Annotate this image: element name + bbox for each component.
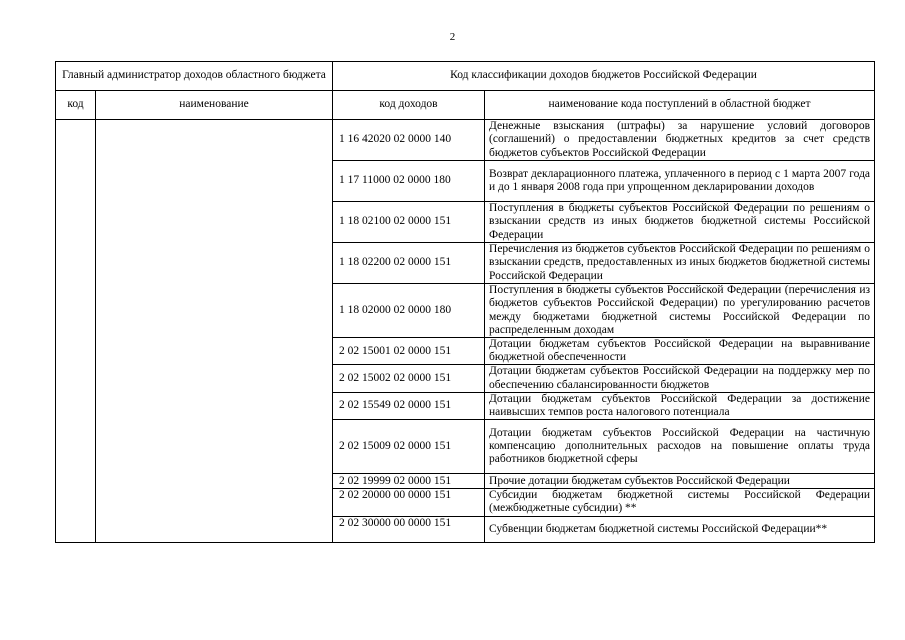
col-income-name-header: наименование кода поступлений в областной бюджет bbox=[485, 91, 875, 120]
income-name: Субвенции бюджетам бюджетной системы Российской Федерации** bbox=[485, 516, 875, 542]
income-code: 2 02 15001 02 0000 151 bbox=[333, 338, 485, 365]
income-name: Дотации бюджетам субъектов Российской Федерации за достижение наивысших темпов роста налогового потенциала bbox=[485, 392, 875, 419]
income-name: Субсидии бюджетам бюджетной системы Российской Федерации (межбюджетные субсидии) ** bbox=[485, 489, 875, 516]
table-header-row bbox=[56, 91, 875, 120]
income-code: 1 18 02000 02 0000 180 bbox=[333, 284, 485, 338]
admin-group-header: Главный администратор доходов областного бюджета bbox=[56, 62, 333, 91]
income-code: 2 02 15009 02 0000 151 bbox=[333, 420, 485, 474]
income-name: Перечисления из бюджетов субъектов Российской Федерации по решениям о взыскании средств, предоставленных из иных бюджетов бюджетной системы Российской Федерации bbox=[485, 243, 875, 284]
admin-code-cell bbox=[56, 120, 96, 543]
income-code: 1 16 42020 02 0000 140 bbox=[333, 120, 485, 161]
income-code: 2 02 20000 00 0000 151 bbox=[333, 489, 485, 516]
income-name: Поступления в бюджеты субъектов Российской Федерации по решениям о взыскании средств из иных бюджетов бюджетной системы Российской Федерации bbox=[485, 202, 875, 243]
income-name: Возврат декларационного платежа, уплаченного в период с 1 марта 2007 года и до 1 января 2008 года при упрощенном декларировании доходов bbox=[485, 161, 875, 202]
code-group-header: Код классификации доходов бюджетов Российской Федерации bbox=[333, 62, 875, 91]
income-name: Дотации бюджетам субъектов Российской Федерации на частичную компенсацию дополнительных расходов на повышение оплаты труда работников бюджетной сферы bbox=[485, 420, 875, 474]
table-row bbox=[56, 120, 875, 161]
income-name: Дотации бюджетам субъектов Российской Федерации на выравнивание бюджетной обеспеченности bbox=[485, 338, 875, 365]
income-classification-table bbox=[55, 61, 875, 543]
income-code: 1 17 11000 02 0000 180 bbox=[333, 161, 485, 202]
page-number: 2 bbox=[449, 31, 456, 43]
col-name-header: наименование bbox=[96, 91, 333, 120]
income-name: Прочие дотации бюджетам субъектов Российской Федерации bbox=[485, 474, 875, 489]
income-code: 2 02 30000 00 0000 151 bbox=[333, 516, 485, 542]
col-income-code-header: код доходов bbox=[333, 91, 485, 120]
income-code: 2 02 15549 02 0000 151 bbox=[333, 392, 485, 419]
table-header-group-row bbox=[56, 62, 875, 91]
income-name: Дотации бюджетам субъектов Российской Федерации на поддержку мер по обеспечению сбалансированности бюджетов bbox=[485, 365, 875, 392]
income-code: 2 02 15002 02 0000 151 bbox=[333, 365, 485, 392]
income-code: 2 02 19999 02 0000 151 bbox=[333, 474, 485, 489]
income-name: Поступления в бюджеты субъектов Российской Федерации (перечисления из бюджетов субъектов Российской Федерации) по урегулированию расчетов между бюджетами бюджетной системы Российской Федерации по распределенным доходам bbox=[485, 284, 875, 338]
income-code: 1 18 02100 02 0000 151 bbox=[333, 202, 485, 243]
col-code-header: код bbox=[56, 91, 96, 120]
income-code: 1 18 02200 02 0000 151 bbox=[333, 243, 485, 284]
income-name: Денежные взыскания (штрафы) за нарушение условий договоров (соглашений) о предоставлении бюджетных кредитов за счет средств бюджетов субъектов Российской Федерации bbox=[485, 120, 875, 161]
admin-name-cell bbox=[96, 120, 333, 543]
